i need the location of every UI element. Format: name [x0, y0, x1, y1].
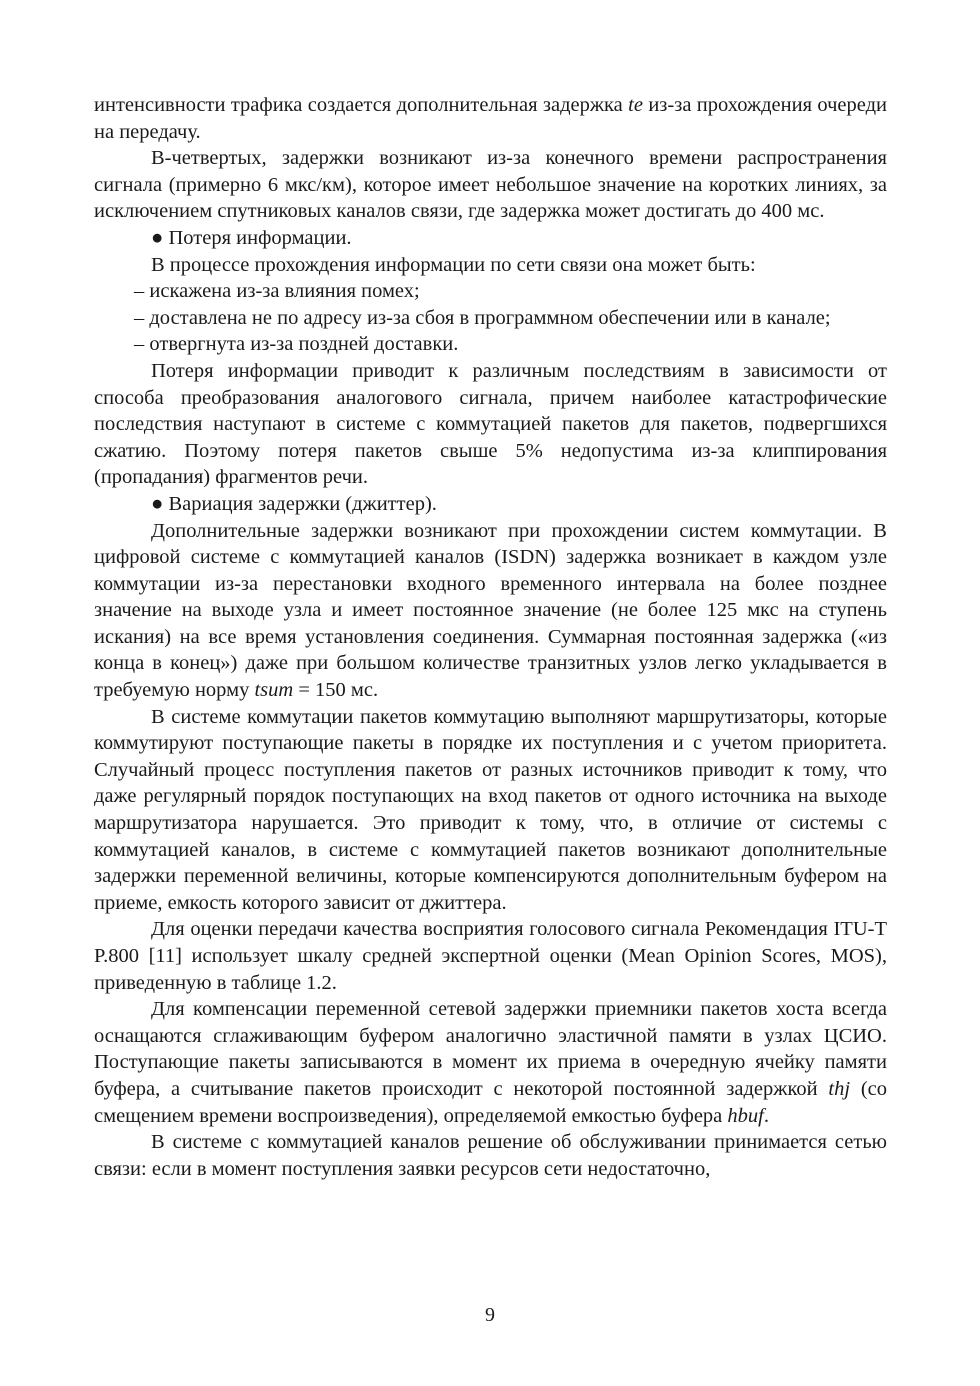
paragraph-list-intro: В процессе прохождения информации по сети связи она может быть: — [151, 253, 756, 276]
variable-thj: thj — [828, 1077, 851, 1100]
paragraph-loss-consequences: Потеря информации приводит к различным последствиям в зависимости от способа преобразования аналогового сигнала, причем наиболее катастрофические последствия наступают в системе с коммутацией пакетов для пакетов, подвергшихся сжатию. Поэтому потеря пакетов свыше 5% недопустима из-за клиппирования (пропадания) фрагментов речи. — [94, 359, 887, 489]
list-item-misdelivered: – доставлена не по адресу из-за сбоя в программном обеспечении или в канале; — [134, 306, 831, 329]
paragraph-jitter-buffer: Для компенсации переменной сетевой задержки приемники пакетов хоста всегда оснащаются сглаживающим буфером аналогично эластичной памяти в узлах ЦСИО. Поступающие пакеты записываются в момент их приема в очередную ячейку памяти буфера, а считывание пакетов происходит с некоторой постоянной задержкой thj (со смещением времени воспроизведения), определяемой емкостью буфера hbuf. — [94, 998, 887, 1127]
list-item-rejected: – отвергнута из-за поздней доставки. — [134, 333, 459, 356]
document-body — [94, 92, 887, 1182]
paragraph-switching-delays: Дополнительные задержки возникают при прохождении систем коммутации. В цифровой системе с коммутацией каналов (ISDN) задержка возникает в каждом узле коммутации из-за перестановки входного временного интервала на более позднее значение на выходе узла и имеет постоянное значение (не более 125 мкс на ступень искания) на все время установления соединения. Суммарная постоянная задержка («из конца в конец») даже при большом количестве транзитных узлов легко укладывается в требуемую норму tsum = 150 мс. — [94, 519, 887, 702]
page-number: 9 — [485, 1304, 495, 1326]
paragraph-continuation: интенсивности трафика создается дополнительная задержка te из-за прохождения очереди на передачу. — [94, 94, 887, 143]
paragraph-propagation-delay: В-четвертых, задержки возникают из-за конечного времени распространения сигнала (примерно 6 мкс/км), которое имеет небольшое значение на коротких линиях, за исключением спутниковых каналов связи, где задержка может достигать до 400 мс. — [94, 147, 887, 223]
bullet-information-loss: ● Потеря информации. — [151, 226, 352, 249]
variable-te: te — [628, 94, 643, 116]
paragraph-mos: Для оценки передачи качества восприятия голосового сигнала Рекомендация ITU-T P.800 [11] использует шкалу средней экспертной оценки (Mean Opinion Scores, MOS), приведенную в таблице 1.2. — [94, 918, 887, 994]
list-item-distorted: – искажена из-за влияния помех; — [134, 280, 420, 303]
paragraph-circuit-switching: В системе с коммутацией каналов решение об обслуживании принимается сетью связи: если в момент поступления заявки ресурсов сети недостаточно, — [94, 1131, 887, 1180]
bullet-jitter: ● Вариация задержки (джиттер). — [151, 492, 437, 515]
variable-hbuf: hbuf — [727, 1104, 764, 1127]
variable-tsum: tsum — [254, 679, 294, 702]
paragraph-packet-switching: В системе коммутации пакетов коммутацию выполняют маршрутизаторы, которые коммутируют поступающие пакеты в порядке их поступления и с учетом приоритета. Случайный процесс поступления пакетов от разных источников приводит к тому, что даже регулярный порядок поступающих на вход пакетов от одного источника на выходе маршрутизатора нарушается. Это приводит к тому, что, в отличие от системы с коммутацией каналов, в системе с коммутацией пакетов возникают дополнительные задержки переменной величины, которые компенсируются дополнительным буфером на приеме, емкость которого зависит от джиттера. — [94, 705, 887, 914]
